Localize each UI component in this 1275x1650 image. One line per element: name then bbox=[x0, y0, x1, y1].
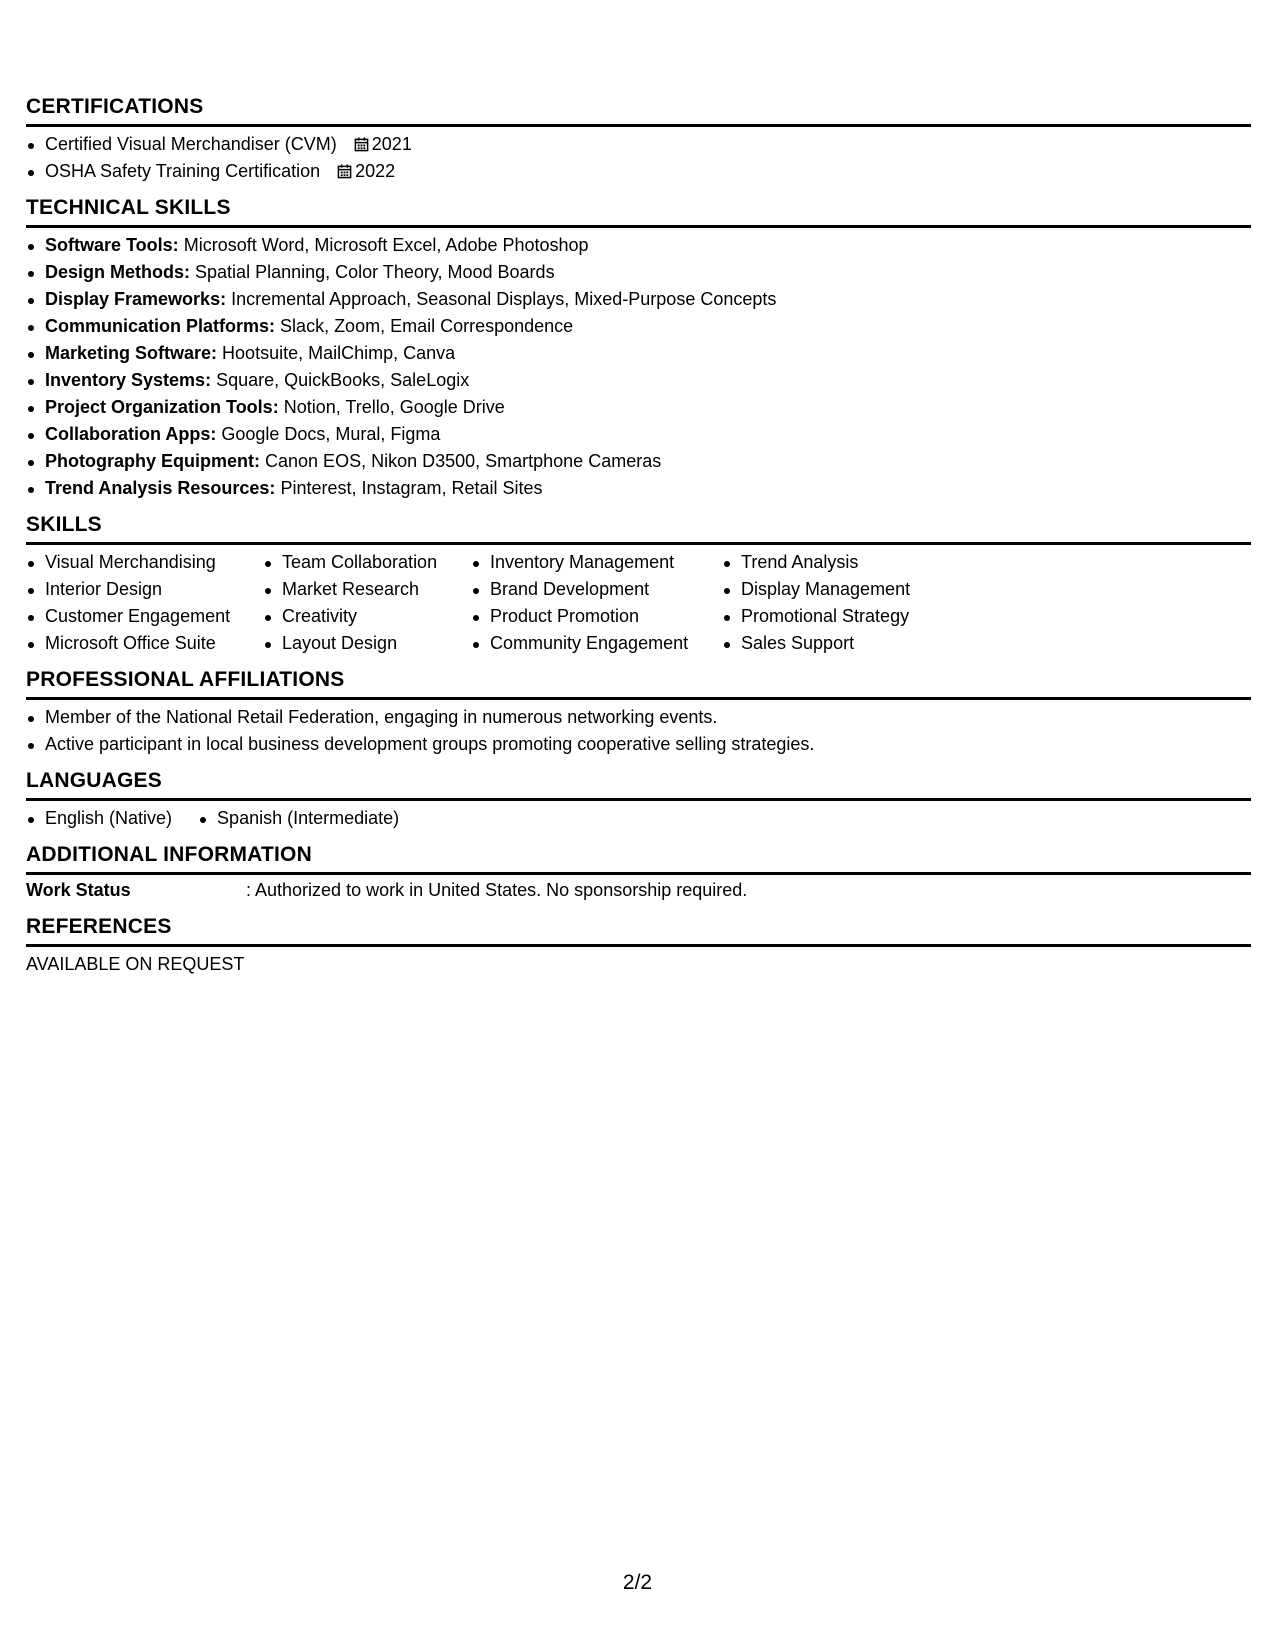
certification-name: Certified Visual Merchandiser (CVM) bbox=[45, 134, 337, 154]
section-title: TECHNICAL SKILLS bbox=[26, 195, 1251, 228]
list-item: Microsoft Office Suite bbox=[26, 630, 263, 657]
list-item bbox=[26, 421, 1251, 448]
skills-section bbox=[26, 512, 1251, 657]
section-title: REFERENCES bbox=[26, 914, 1251, 947]
list-item: Market Research bbox=[263, 576, 471, 603]
list-item bbox=[26, 394, 1251, 421]
section-title: LANGUAGES bbox=[26, 768, 1251, 801]
list-item: Team Collaboration bbox=[263, 549, 471, 576]
list-item: English (Native) bbox=[26, 805, 172, 832]
languages-section bbox=[26, 768, 1251, 832]
skill-category-label: Inventory Systems: bbox=[45, 370, 212, 390]
skill-category-value: Spatial Planning, Color Theory, Mood Boards bbox=[195, 262, 555, 282]
skill-category-label: Marketing Software: bbox=[45, 343, 218, 363]
info-key: Work Status bbox=[26, 880, 131, 900]
certifications-list bbox=[26, 131, 1251, 185]
certification-year: 2022 bbox=[355, 161, 396, 181]
certification-name: OSHA Safety Training Certification bbox=[45, 161, 321, 181]
list-item bbox=[26, 158, 1251, 185]
list-item: Spanish (Intermediate) bbox=[198, 805, 399, 832]
skills-column bbox=[263, 549, 471, 657]
list-item: Visual Merchandising bbox=[26, 549, 263, 576]
section-title: CERTIFICATIONS bbox=[26, 94, 1251, 127]
list-item: Trend Analysis bbox=[722, 549, 982, 576]
certifications-section bbox=[26, 94, 1251, 185]
info-row bbox=[26, 877, 1251, 904]
skill-category-value: Slack, Zoom, Email Correspondence bbox=[280, 316, 574, 336]
skills-column bbox=[471, 549, 722, 657]
list-item: Promotional Strategy bbox=[722, 603, 982, 630]
skill-category-label: Display Frameworks: bbox=[45, 289, 227, 309]
list-item: Layout Design bbox=[263, 630, 471, 657]
list-item: Inventory Management bbox=[471, 549, 722, 576]
skill-category-value: Square, QuickBooks, SaleLogix bbox=[216, 370, 470, 390]
resume-page bbox=[26, 94, 1251, 988]
list-item bbox=[26, 232, 1251, 259]
affiliations-list bbox=[26, 704, 1251, 758]
list-item: Sales Support bbox=[722, 630, 982, 657]
skill-category-label: Design Methods: bbox=[45, 262, 191, 282]
language-group bbox=[26, 805, 198, 832]
technical-skills-list bbox=[26, 232, 1251, 502]
calendar-icon bbox=[354, 137, 369, 152]
list-item bbox=[26, 340, 1251, 367]
skill-category-value: Canon EOS, Nikon D3500, Smartphone Cameras bbox=[265, 451, 662, 471]
skills-column bbox=[26, 549, 263, 657]
section-title: ADDITIONAL INFORMATION bbox=[26, 842, 1251, 875]
skill-category-label: Collaboration Apps: bbox=[45, 424, 217, 444]
list-item bbox=[26, 259, 1251, 286]
list-item: Creativity bbox=[263, 603, 471, 630]
list-item bbox=[26, 448, 1251, 475]
skills-grid bbox=[26, 549, 1251, 657]
list-item bbox=[26, 286, 1251, 313]
list-item bbox=[26, 475, 1251, 502]
technical-skills-section bbox=[26, 195, 1251, 502]
calendar-icon bbox=[337, 164, 352, 179]
languages-list bbox=[26, 805, 1251, 832]
section-title: SKILLS bbox=[26, 512, 1251, 545]
list-item: Customer Engagement bbox=[26, 603, 263, 630]
skill-category-value: Google Docs, Mural, Figma bbox=[221, 424, 441, 444]
skill-category-label: Communication Platforms: bbox=[45, 316, 276, 336]
section-title: PROFESSIONAL AFFILIATIONS bbox=[26, 667, 1251, 700]
list-item: Brand Development bbox=[471, 576, 722, 603]
skill-category-label: Project Organization Tools: bbox=[45, 397, 279, 417]
skill-category-value: Hootsuite, MailChimp, Canva bbox=[222, 343, 456, 363]
list-item: Community Engagement bbox=[471, 630, 722, 657]
skill-category-value: Pinterest, Instagram, Retail Sites bbox=[280, 478, 543, 498]
additional-info-section bbox=[26, 842, 1251, 904]
list-item bbox=[26, 367, 1251, 394]
skill-category-label: Software Tools: bbox=[45, 235, 179, 255]
list-item: Interior Design bbox=[26, 576, 263, 603]
references-section bbox=[26, 914, 1251, 978]
skills-column bbox=[722, 549, 982, 657]
references-text: AVAILABLE ON REQUEST bbox=[26, 954, 245, 974]
skill-category-value: Microsoft Word, Microsoft Excel, Adobe Photoshop bbox=[183, 235, 589, 255]
list-item: Display Management bbox=[722, 576, 982, 603]
skill-category-label: Trend Analysis Resources: bbox=[45, 478, 276, 498]
skill-category-label: Photography Equipment: bbox=[45, 451, 260, 471]
list-item bbox=[26, 131, 1251, 158]
list-item: Product Promotion bbox=[471, 603, 722, 630]
skill-category-value: Notion, Trello, Google Drive bbox=[283, 397, 505, 417]
language-group bbox=[198, 805, 425, 832]
list-item bbox=[26, 313, 1251, 340]
page-number: 2/2 bbox=[622, 1571, 653, 1594]
skill-category-value: Incremental Approach, Seasonal Displays, Mixed-Purpose Concepts bbox=[231, 289, 777, 309]
info-value: : Authorized to work in United States. No sponsorship required. bbox=[246, 880, 748, 900]
certification-year: 2021 bbox=[371, 134, 412, 154]
affiliations-section bbox=[26, 667, 1251, 758]
list-item: Active participant in local business development groups promoting cooperative selling strategies. bbox=[26, 731, 1251, 758]
list-item: Member of the National Retail Federation, engaging in numerous networking events. bbox=[26, 704, 1251, 731]
